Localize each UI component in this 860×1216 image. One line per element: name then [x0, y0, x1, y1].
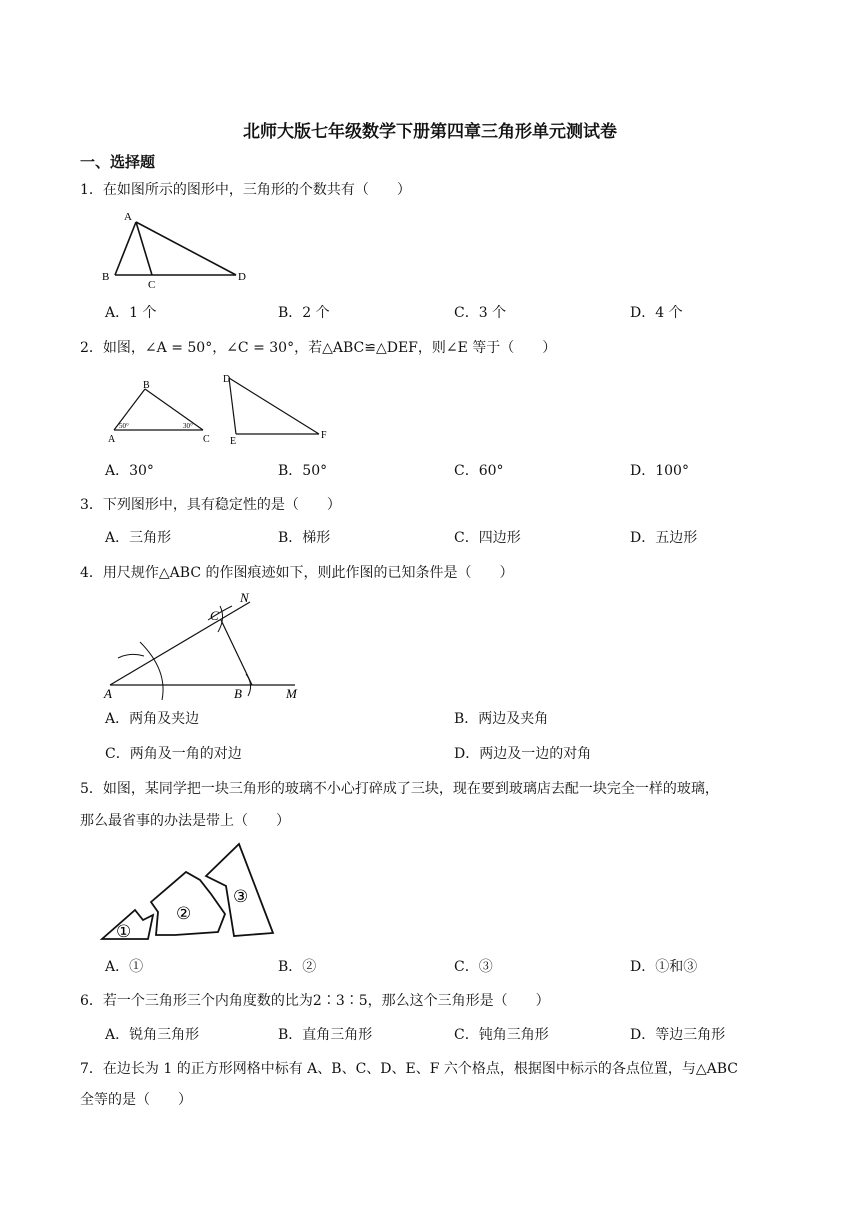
q4-label-c: C [210, 608, 219, 623]
q3-option-d[interactable]: D．五边形 [630, 530, 698, 546]
page-title: 北师大版七年级数学下册第四章三角形单元测试卷 [243, 122, 617, 142]
q4-label-b: B [234, 686, 242, 701]
q1-label-d: D [238, 271, 246, 283]
question-3-text: 3．下列图形中，具有稳定性的是（ ） [80, 497, 341, 513]
question-5-text-line2: 那么最省事的办法是带上（ ） [80, 813, 290, 829]
q5-piece-2: ② [176, 904, 192, 923]
q4-label-a: A [104, 686, 112, 701]
question-1-figure [98, 208, 258, 293]
q1-option-c[interactable]: C．3 个 [454, 305, 507, 321]
q1-label-c: C [148, 279, 156, 291]
q2-angle-c: 30° [183, 422, 193, 430]
q5-piece-3: ③ [233, 887, 249, 906]
question-7-text-line2: 全等的是（ ） [80, 1092, 192, 1108]
q2-angle-a: 50° [119, 422, 129, 430]
question-1-text: 1．在如图所示的图形中，三角形的个数共有（ ） [80, 182, 411, 198]
q5-option-d[interactable]: D．①和③ [630, 959, 698, 975]
q4-option-d[interactable]: D．两边及一边的对角 [454, 746, 592, 762]
q3-option-b[interactable]: B．梯形 [278, 530, 331, 546]
q6-option-d[interactable]: D．等边三角形 [630, 1027, 726, 1043]
question-6-text: 6．若一个三角形三个内角度数的比为2∶3∶5，那么这个三角形是（ ） [80, 993, 550, 1009]
question-7-text-line1: 7．在边长为 1 的正方形网格中标有 A、B、C、D、E、F 六个格点，根据图中标示的各点位置，与△ABC [80, 1061, 739, 1077]
q3-option-c[interactable]: C．四边形 [454, 530, 521, 546]
q5-option-c[interactable]: C．③ [454, 959, 493, 975]
q2-label-e: E [230, 436, 237, 447]
q2-option-b[interactable]: B．50° [278, 463, 328, 479]
q2-option-d[interactable]: D．100° [630, 463, 689, 479]
q1-label-a: A [124, 211, 132, 223]
question-4-text: 4．用尺规作△ABC 的作图痕迹如下，则此作图的已知条件是（ ） [80, 565, 514, 581]
q5-piece-1: ① [116, 922, 132, 941]
q2-label-f: F [321, 430, 327, 441]
q4-option-b[interactable]: B．两边及夹角 [454, 711, 549, 727]
section-heading: 一、选择题 [80, 153, 156, 171]
q2-option-a[interactable]: A．30° [105, 463, 154, 479]
q6-option-a[interactable]: A．锐角三角形 [105, 1027, 200, 1043]
q3-option-a[interactable]: A．三角形 [105, 530, 172, 546]
q2-label-a: A [108, 434, 116, 445]
question-2-figure [105, 372, 340, 450]
q1-option-a[interactable]: A．1 个 [105, 305, 157, 321]
question-5-text-line1: 5．如图，某同学把一块三角形的玻璃不小心打碎成了三块，现在要到玻璃店去配一块完全一样的玻璃， [80, 781, 719, 797]
q4-label-n: N [240, 590, 249, 605]
q5-option-a[interactable]: A．① [105, 959, 144, 975]
q2-label-d: D [223, 374, 231, 385]
q1-label-b: B [102, 271, 110, 283]
q4-option-a[interactable]: A．两角及夹边 [105, 711, 200, 727]
question-2-text: 2．如图，∠A = 50°，∠C = 30°，若△ABC≌△DEF，则∠E 等于（ ） [80, 340, 557, 356]
q6-option-c[interactable]: C．钝角三角形 [454, 1027, 549, 1043]
q6-option-b[interactable]: B．直角三角形 [278, 1027, 373, 1043]
q2-option-c[interactable]: C．60° [454, 463, 504, 479]
question-4-figure [100, 590, 310, 702]
q4-label-m: M [286, 686, 297, 701]
q2-label-c: C [203, 434, 210, 445]
q5-option-b[interactable]: B．② [278, 959, 317, 975]
q1-option-d[interactable]: D．4 个 [630, 305, 683, 321]
q4-option-c[interactable]: C．两角及一角的对边 [105, 746, 242, 762]
question-5-figure [98, 840, 278, 944]
q1-option-b[interactable]: B．2 个 [278, 305, 330, 321]
q2-label-b: B [143, 380, 150, 391]
